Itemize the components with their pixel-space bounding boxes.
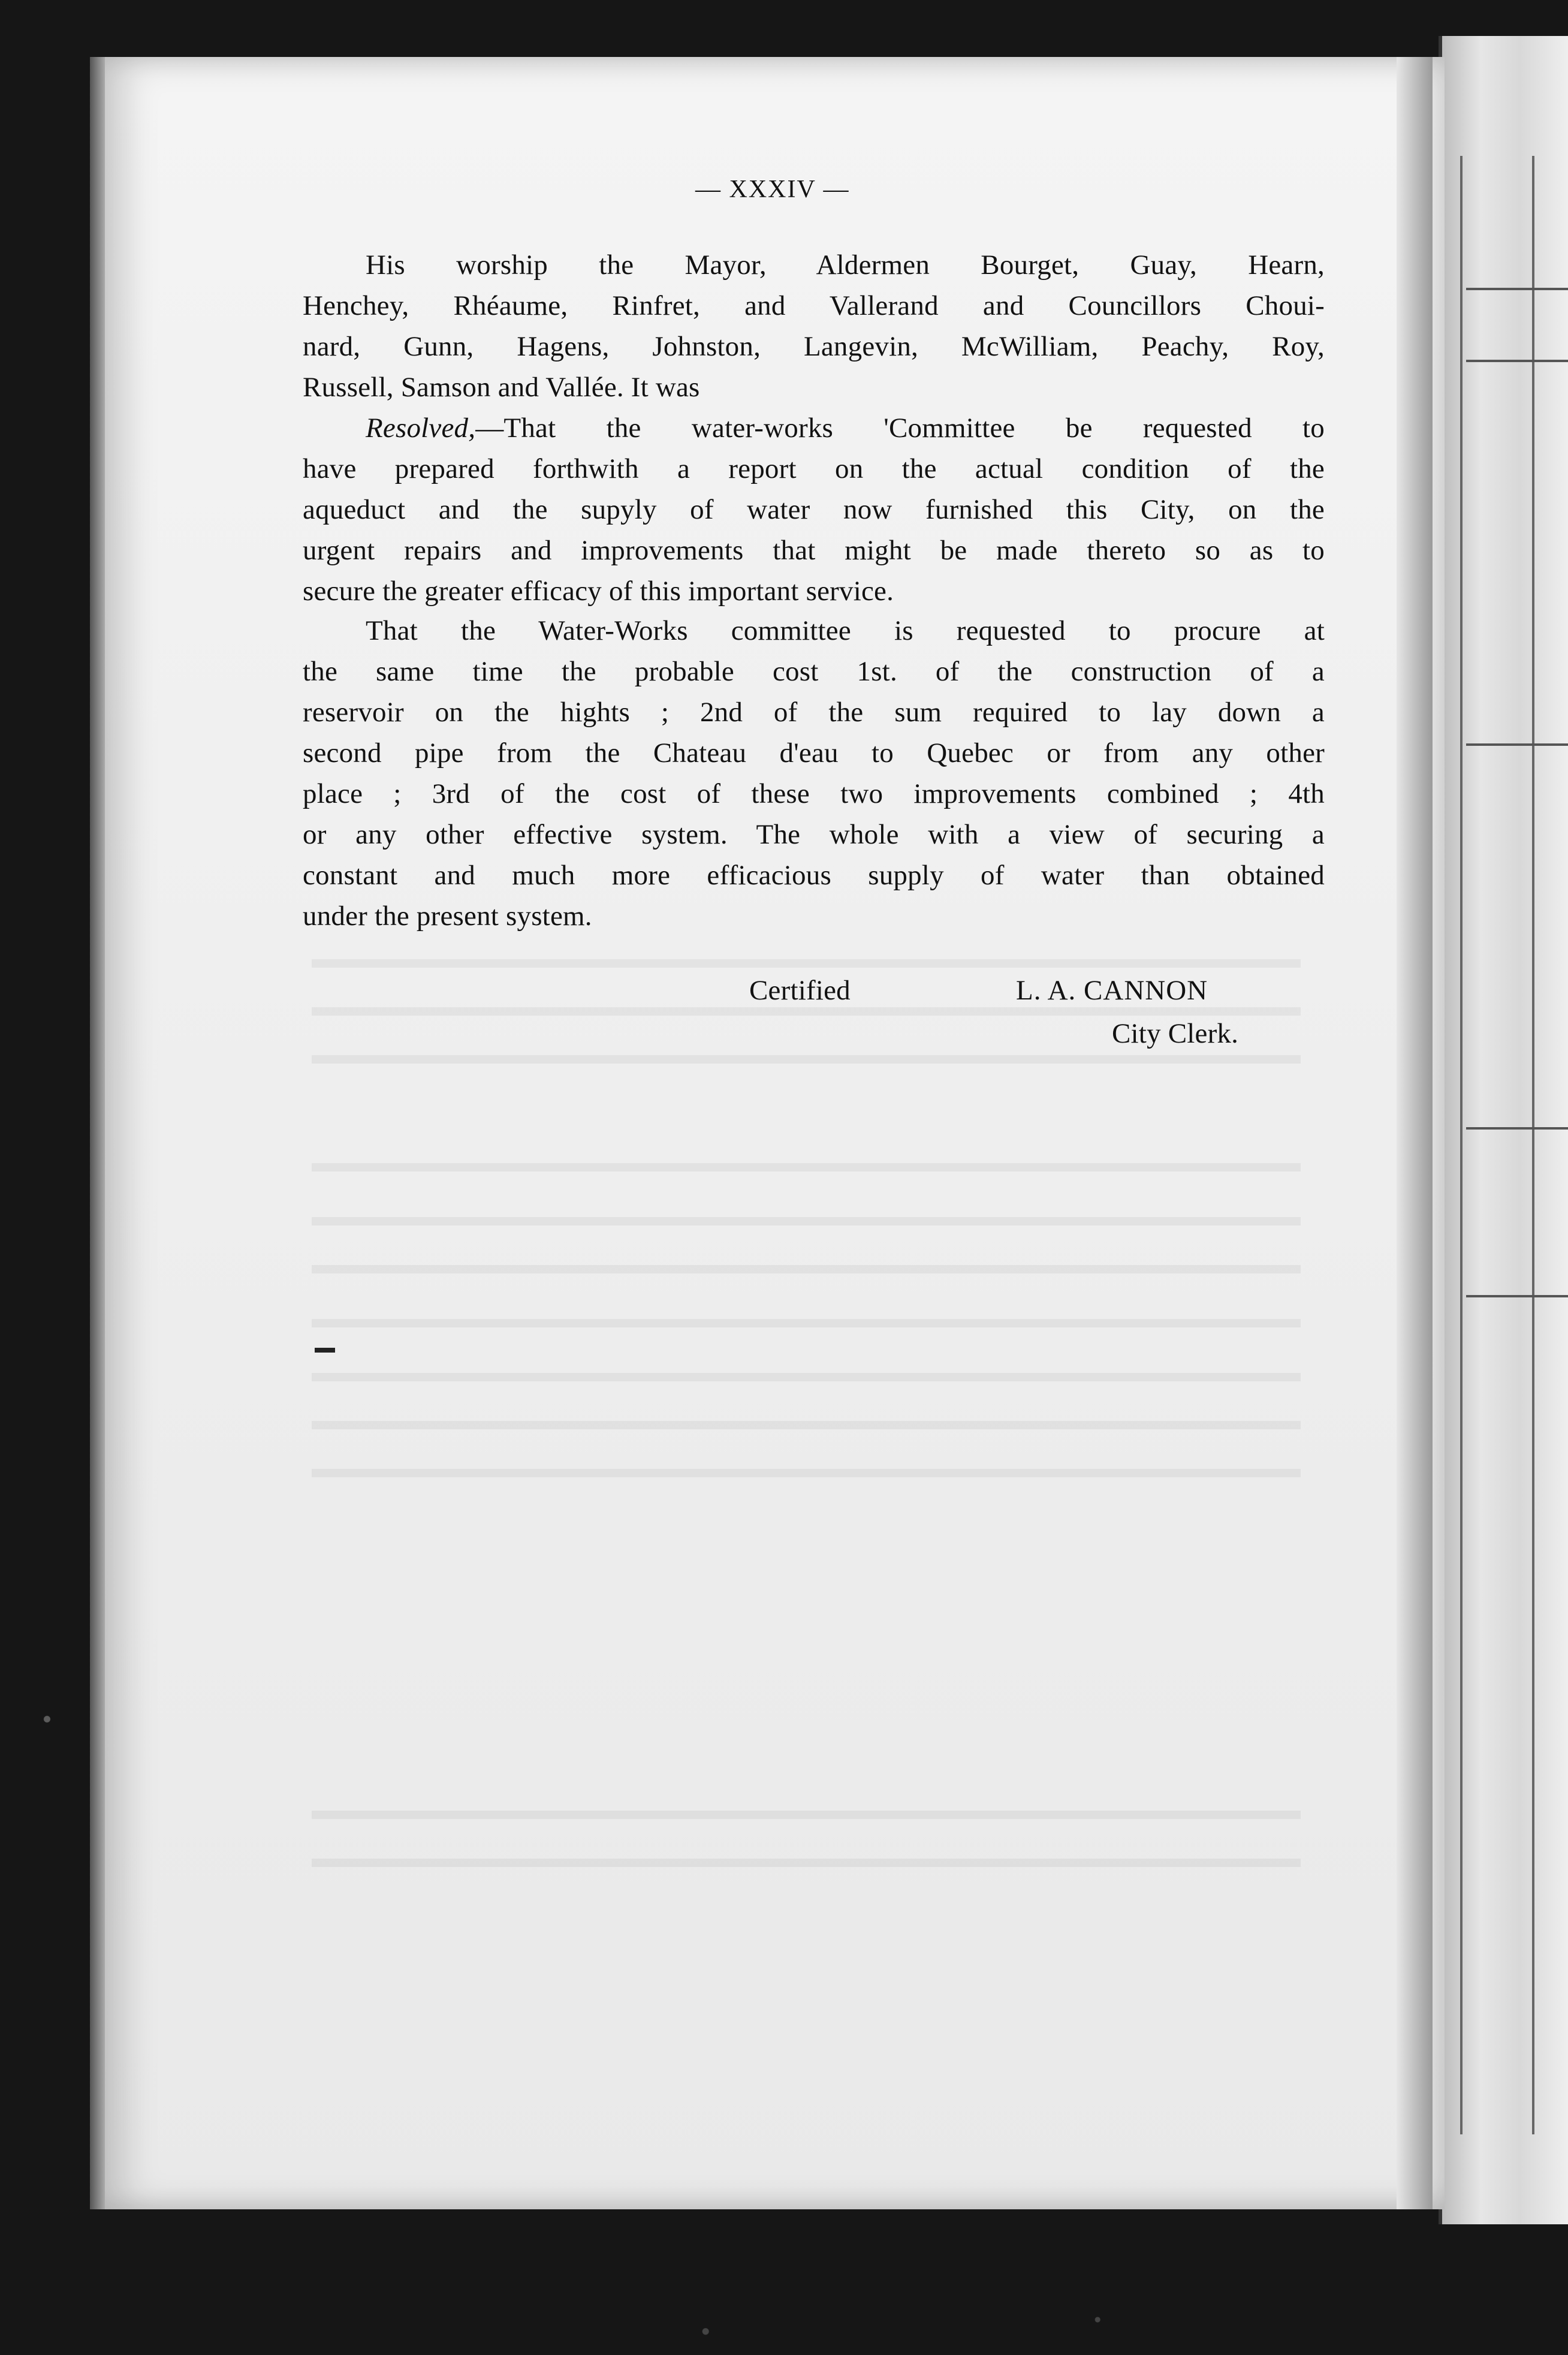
bleed-through [312, 1859, 1301, 1867]
text-line: place ; 3rd of the cost of these two improvements combined ; 4th [303, 778, 1325, 809]
text-line: Russell, Samson and Vallée. It was [303, 372, 700, 403]
text-line: reservoir on the hights ; 2nd of the sum required to lay down a [303, 697, 1325, 728]
text-line: the same time the probable cost 1st. of the construction of a [303, 656, 1325, 687]
text-line: That the Water-Works committee is requested to procure at [366, 615, 1325, 646]
text-line: have prepared forthwith a report on the actual condition of the [303, 453, 1325, 484]
bleed-through [312, 1055, 1301, 1064]
bleed-through [312, 1469, 1301, 1477]
bleed-through [312, 1319, 1301, 1327]
resolution-paragraph [303, 408, 1325, 612]
text-line: second pipe from the Chateau d'eau to Quebec or from any other [303, 737, 1325, 769]
stray-mark [315, 1348, 335, 1353]
text-line: urgent repairs and improvements that might be made thereto so as to [303, 535, 1325, 566]
bleed-through [312, 1163, 1301, 1172]
signer-title: City Clerk. [1112, 1018, 1239, 1049]
text-line: under the present system. [303, 901, 592, 932]
text-line: Henchey, Rhéaume, Rinfret, and Vallerand and Councillors Choui- [303, 290, 1325, 321]
bleed-through [312, 959, 1301, 968]
text-line: nard, Gunn, Hagens, Johnston, Langevin, McWilliam, Peachy, Roy, [303, 331, 1325, 362]
text-line: or any other effective system. The whole with a view of securing a [303, 819, 1325, 850]
bleed-through [312, 1811, 1301, 1819]
bleed-through [312, 1421, 1301, 1429]
certification-row [749, 970, 1325, 1011]
text-line [303, 408, 1325, 448]
certified-label: Certified [749, 975, 851, 1006]
text-line: aqueduct and the supyly of water now furnished this City, on the [303, 494, 1325, 525]
page-folio: — XXXIV — [695, 176, 850, 203]
text-line: constant and much more efficacious supply of water than obtained [303, 860, 1325, 891]
adjacent-map-page [1439, 36, 1568, 2224]
attendance-paragraph [303, 245, 1325, 408]
resolved-rest: —That the water-works 'Committee be requested to [475, 412, 1325, 444]
text-line: His worship the Mayor, Aldermen Bourget, Guay, Hearn, [366, 249, 1325, 281]
bleed-through [312, 1265, 1301, 1273]
bleed-through [312, 1217, 1301, 1225]
bleed-through [312, 1373, 1301, 1381]
page-edge-right [1397, 57, 1433, 2209]
text-line: secure the greater efficacy of this important service. [303, 576, 894, 607]
procurement-paragraph [303, 610, 1325, 936]
signer-name: L. A. CANNON [1016, 975, 1208, 1006]
resolved-lead: Resolved, [366, 412, 476, 444]
